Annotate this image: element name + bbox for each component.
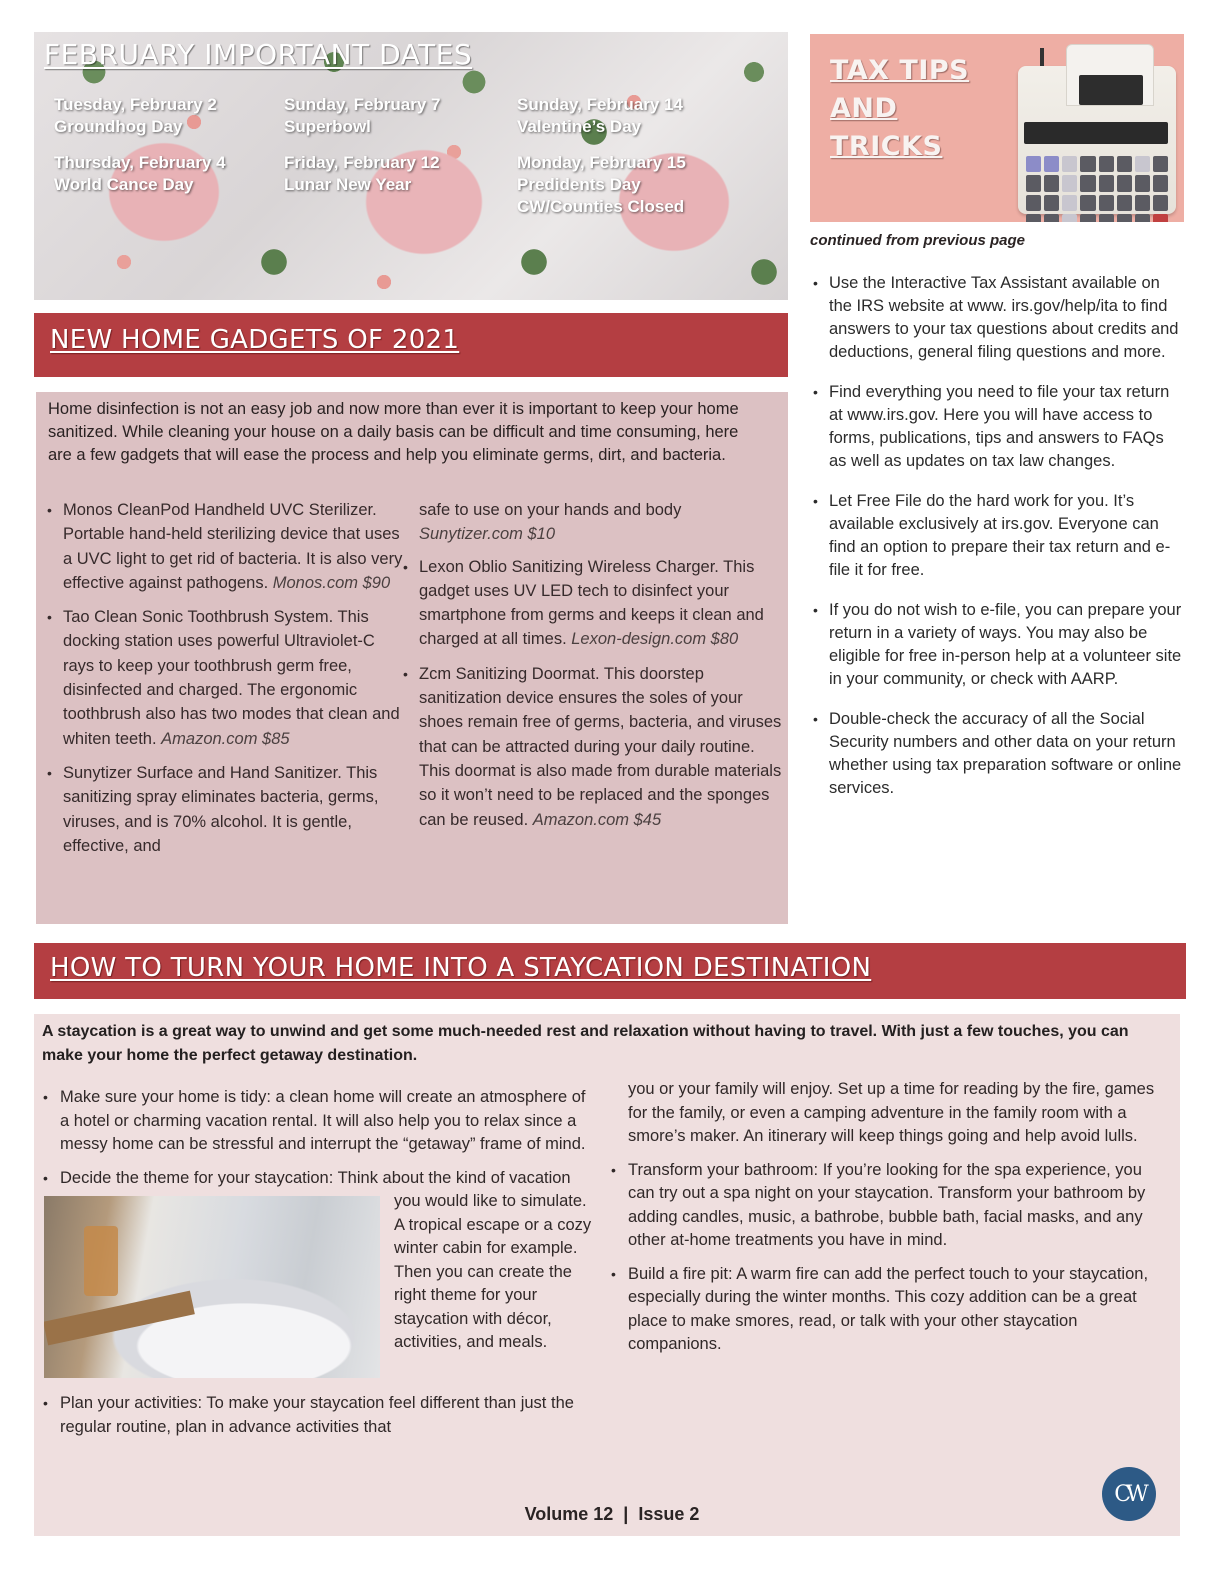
gadget-item-continuation [402,498,782,547]
date-label: Thursday, February 4 [54,153,226,172]
staycation-item-rest: of vacation you would like to simulate. A tropical escape or a cozy winter cabin for example. Then you can create the right theme for your staycation with décor, activities, and meals. [394,1168,592,1351]
gadget-item [402,662,782,832]
tax-title-line: TAX TIPS [830,55,970,86]
tax-tips-title [830,52,969,166]
gadget-description: Tao Clean Sonic Toothbrush System. This docking station uses powerful Ultraviolet-C rays to keep your toothbrush germ free, disinfected and charged. The ergonomic toothbrush also has two modes that clean and whiten teeth. [63,608,400,748]
tax-title-line: TRICKS [830,131,943,162]
tax-tip-item: • Find everything you need to file your tax return at www.irs.gov. Here you will have access to forms, publications, tips and answers to FAQs as well as updates on tax law changes. [812,381,1184,473]
gadgets-list-left [46,498,406,868]
gadget-source: Sunytizer.com $10 [419,525,556,544]
calculator-paper-slot [1079,75,1143,105]
date-label: Tuesday, February 2 [54,95,217,114]
gadget-source: Monos.com $90 [272,573,391,592]
date-event: Lunar New Year [284,175,412,194]
date-label: Sunday, February 14 [517,95,683,114]
staycation-list-left [42,1086,597,1449]
tax-tip-item: • Let Free File do the hard work for you. It’s available exclusively at irs.gov. Everyone can find an option to prepare their tax return and e-file it for free. [812,490,1184,582]
staycation-intro: A staycation is a great way to unwind and get some much-needed rest and relaxation without having to travel. With just a few touches, you can make your home the perfect getaway destination. [42,1023,1129,1064]
important-dates-title: FEBRUARY IMPORTANT DATES [44,38,473,71]
date-event: World Cance Day [54,175,194,194]
date-note: CW/Counties Closed [517,197,685,216]
gadget-item [402,555,782,652]
staycation-item: • Make sure your home is tidy: a clean home will create an atmosphere of a hotel or charming vacation rental. It will also help you to relax since a messy home can be stressful and interrupt the “getaway” frame of mind. [42,1086,597,1157]
gadget-source: Amazon.com $45 [532,810,662,829]
date-item [54,152,284,218]
gadgets-list-right [402,498,782,842]
date-event: Predidents Day [517,175,641,194]
staycation-item: • Transform your bathroom: If you’re looking for the spa experience, you can try out a spa night on your staycation. Transform your bathroom by adding candles, music, a bathrobe, bubble bath, facial masks, and any other at-home treatments you have in mind. [610,1159,1160,1253]
bathtub-photo [44,1196,380,1378]
staycation-item-lead: Decide the theme for your staycation: Think about the kind [60,1168,487,1187]
staycation-list-right [610,1078,1160,1367]
tax-tip-item: • Use the Interactive Tax Assistant available on the IRS website at www. irs.gov/help/ita to find answers to your tax questions about credits and deductions, general filing questions and more. [812,272,1184,364]
gadget-source: Lexon-design.com $80 [571,630,739,649]
date-item [284,152,517,218]
staycation-item: • Build a fire pit: A warm fire can add the perfect touch to your staycation, especially during the winter months. This cozy addition can be a great place to make smores, read, or talk with your other staycation companions. [610,1263,1160,1357]
gadget-source: Amazon.com $85 [161,729,290,748]
gadget-description: safe to use on your hands and body [419,501,682,519]
date-event: Valentine’s Day [517,117,642,136]
date-event: Superbowl [284,117,371,136]
tax-tip-item: • Double-check the accuracy of all the Social Security numbers and other data on your return whether using tax preparation software or online services. [812,708,1184,800]
gadget-description: Lexon Oblio Sanitizing Wireless Charger. This gadget uses UV LED tech to disinfect your smartphone from germs and keeps it clean and charged at all times. [419,557,764,649]
gadget-item [46,605,406,751]
tax-title-line: AND [830,93,898,124]
date-label: Monday, February 15 [517,153,686,172]
staycation-section-header [34,943,1186,999]
staycation-item [42,1167,597,1383]
calculator-printer [1066,44,1154,106]
tax-tips-list [812,272,1184,817]
date-item [54,94,284,138]
date-grid [54,94,757,218]
gadget-description: Zcm Sanitizing Doormat. This doorstep sanitization device ensures the soles of your shoes remain free of germs, bacteria, and viruses that can be attracted during your daily routine. This doormat is also made from durable materials so it won’t need to be replaced and the sponges can be reused. [419,664,782,829]
gadget-item [46,498,406,595]
staycation-item: • Plan your activities: To make your staycation feel different than just the regular routine, plan in advance activities that [42,1392,597,1439]
staycation-title: HOW TO TURN YOUR HOME INTO A STAYCATION DESTINATION [50,953,872,983]
date-item [517,152,757,218]
date-item [517,94,757,138]
gadgets-section [36,392,788,924]
tax-tip-item: • If you do not wish to e-file, you can prepare your return in a variety of ways. You may also be eligible for free in-person help at a volunteer site in your community, or check with AARP. [812,599,1184,691]
cw-logo: CW [1102,1467,1156,1521]
date-event: Groundhog Day [54,117,183,136]
gadget-item [46,761,406,858]
continued-note: continued from previous page [810,232,1026,249]
date-item [284,94,517,138]
date-label: Friday, February 12 [284,153,440,172]
staycation-section [34,1014,1180,1536]
tax-tips-banner [810,34,1184,222]
calculator-keys [1026,156,1168,222]
gadget-description: Sunytizer Surface and Hand Sanitizer. This sanitizing spray eliminates bacteria, germs, viruses, and is 70% alcohol. It is gentle, effective, and [63,763,379,855]
gadget-description: Monos CleanPod Handheld UVC Sterilizer. Portable hand-held sterilizing device that uses a UVC light to get rid of bacteria. It is also very effective against pathogens. [63,501,403,592]
date-label: Sunday, February 7 [284,95,441,114]
gadgets-intro: Home disinfection is not an easy job and now more than ever it is important to keep your home sanitized. While cleaning your house on a daily basis can be difficult and time consuming, here are a few gadgets that will ease the process and help you eliminate germs, dirt, and bacteria. [48,400,739,464]
calculator-icon [1018,44,1176,214]
staycation-item-continuation: you or your family will enjoy. Set up a time for reading by the fire, games for the family, or even a camping adventure in the family room with a smore’s maker. An itinerary will keep things going and help avoid lulls. [628,1080,1155,1145]
calculator-lever [1040,48,1044,68]
volume-issue: Volume 12 | Issue 2 [524,1504,700,1524]
gadgets-section-header [34,313,788,377]
calculator-display [1024,122,1168,144]
gadgets-title: NEW HOME GADGETS OF 2021 [50,325,460,355]
important-dates-banner [34,32,788,300]
